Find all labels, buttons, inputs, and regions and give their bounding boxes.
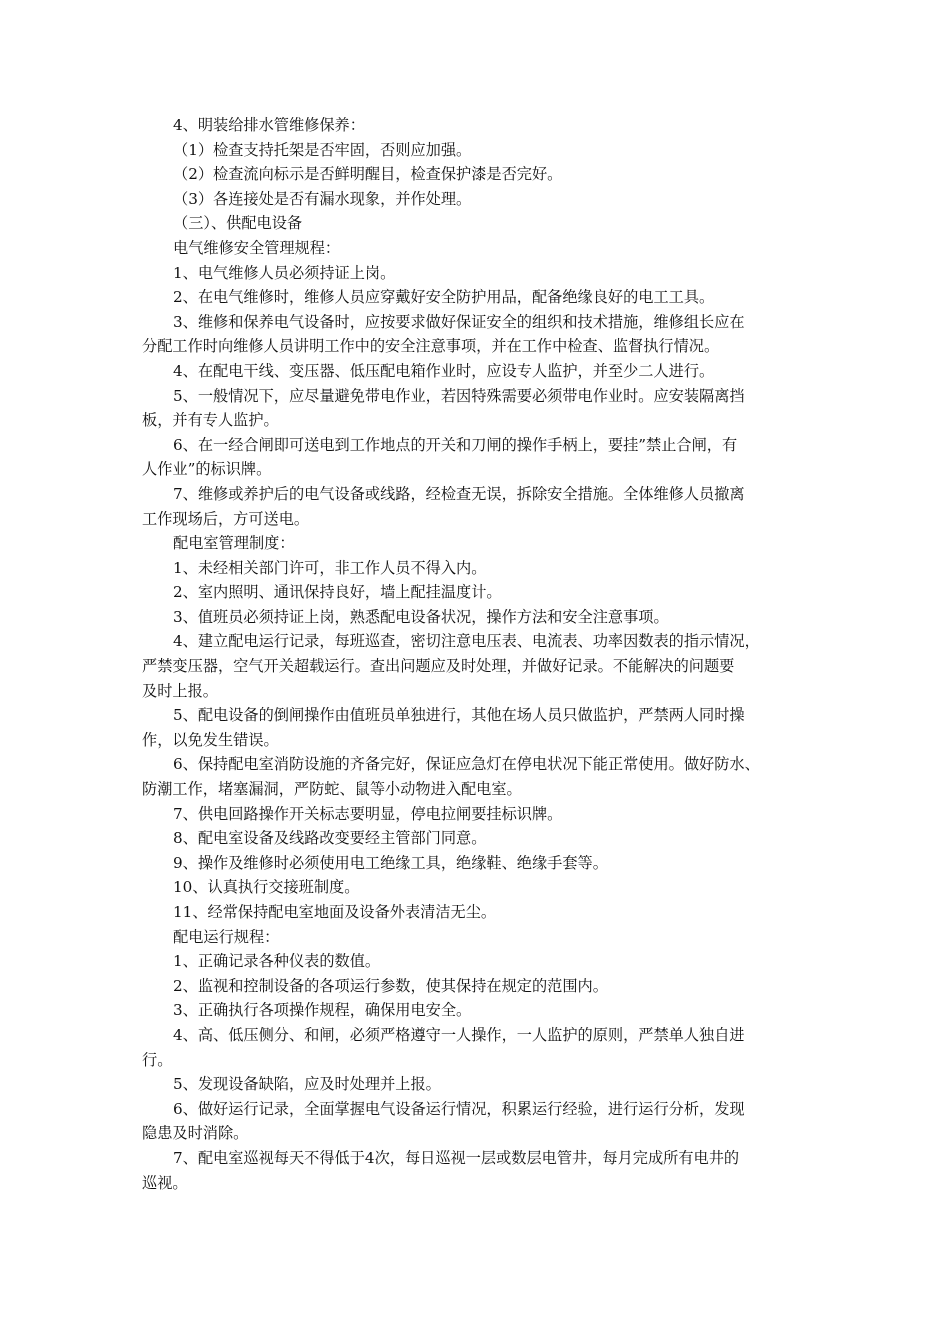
paragraph: 8、配电室设备及线路改变要经主管部门同意。 — [173, 829, 487, 848]
subsection-heading: 配电运行规程： — [173, 927, 280, 946]
paragraph: 4、建立配电运行记录，每班巡查，密切注意电压表、电流表、功率因数表的指示情况， 严禁变压器，空气开关超载运行。查出问题应及时处理，并做好记录。不能解决的问题要 及时上报。 — [142, 632, 760, 700]
paragraph: 1、正确记录各种仪表的数值。 — [173, 952, 381, 971]
paragraph: 2、在电气维修时，维修人员应穿戴好安全防护用品，配备绝缘良好的电工工具。 — [173, 288, 715, 307]
section-heading: （三）、供配电设备 — [173, 214, 303, 233]
subsection-heading: 配电室管理制度： — [173, 534, 295, 553]
paragraph: 2、监视和控制设备的各项运行参数，使其保持在规定的范围内。 — [173, 976, 608, 995]
paragraph: 7、配电室巡视每天不得低于4次，每日巡视一层或数层电管井，每月完成所有电井的 巡视。 — [142, 1148, 740, 1192]
paragraph: 2、室内照明、通讯保持良好，墙上配挂温度计。 — [173, 583, 502, 602]
subsection-heading: 电气维修安全管理规程： — [173, 238, 341, 257]
paragraph: 6、保持配电室消防设施的齐备完好，保证应急灯在停电状况下能正常使用。做好防水、 防潮工作，堵塞漏洞，严防蛇、鼠等小动物进入配电室。 — [142, 755, 760, 799]
paragraph: 4、在配电干线、变压器、低压配电箱作业时，应设专人监护，并至少二人进行。 — [173, 361, 715, 380]
paragraph: （2）检查流向标示是否鲜明醒目，检查保护漆是否完好。 — [173, 165, 563, 184]
paragraph: 4、明装给排水管维修保养： — [173, 116, 365, 134]
paragraph: 5、一般情况下，应尽量避免带电作业，若因特殊需要必须带电作业时。应安装隔离挡 板，并有专人监护。 — [142, 386, 745, 430]
paragraph: （3）各连接处是否有漏水现象，并作处理。 — [173, 189, 472, 208]
paragraph: 5、发现设备缺陷，应及时处理并上报。 — [173, 1075, 441, 1094]
paragraph: 5、配电设备的倒闸操作由值班员单独进行，其他在场人员只做监护，严禁两人同时操 作，以免发生错误。 — [142, 706, 745, 749]
paragraph: 7、供电回路操作开关标志要明显，停电拉闸要挂标识牌。 — [173, 804, 563, 823]
paragraph: 10、认真执行交接班制度。 — [173, 878, 360, 897]
paragraph: 4、高、低压侧分、和闸，必须严格遵守一人操作，一人监护的原则，严禁单人独自进 行。 — [142, 1025, 745, 1069]
paragraph: 3、维修和保养电气设备时，应按要求做好保证安全的组织和技术措施，维修组长应在 分配工作时向维修人员讲明工作中的安全注意事项，并在工作中检查、监督执行情况。 — [142, 312, 745, 356]
document-body — [142, 113, 824, 1195]
paragraph: 3、值班员必须持证上岗，熟悉配电设备状况，操作方法和安全注意事项。 — [173, 607, 669, 626]
paragraph: （1）检查支持托架是否牢固，否则应加强。 — [173, 140, 472, 159]
paragraph: 1、未经相关部门许可，非工作人员不得入内。 — [173, 558, 487, 577]
paragraph: 6、做好运行记录，全面掌握电气设备运行情况，积累运行经验，进行运行分析，发现 隐患及时消除。 — [142, 1099, 745, 1143]
paragraph: 3、正确执行各项操作规程，确保用电安全。 — [173, 1001, 472, 1020]
paragraph: 6、在一经合闸即可送电到工作地点的开关和刀闸的操作手柄上，要挂”禁止合闸，有 人作业”的标识牌。 — [142, 435, 738, 479]
paragraph: 9、操作及维修时必须使用电工绝缘工具，绝缘鞋、绝缘手套等。 — [173, 853, 608, 872]
paragraph: 7、维修或养护后的电气设备或线路，经检查无误，拆除安全措施。全体维修人员撤离 工作现场后，方可送电。 — [142, 484, 745, 528]
paragraph: 1、电气维修人员必须持证上岗。 — [173, 263, 396, 282]
paragraph: 11、经常保持配电室地面及设备外表清洁无尘。 — [173, 903, 497, 921]
